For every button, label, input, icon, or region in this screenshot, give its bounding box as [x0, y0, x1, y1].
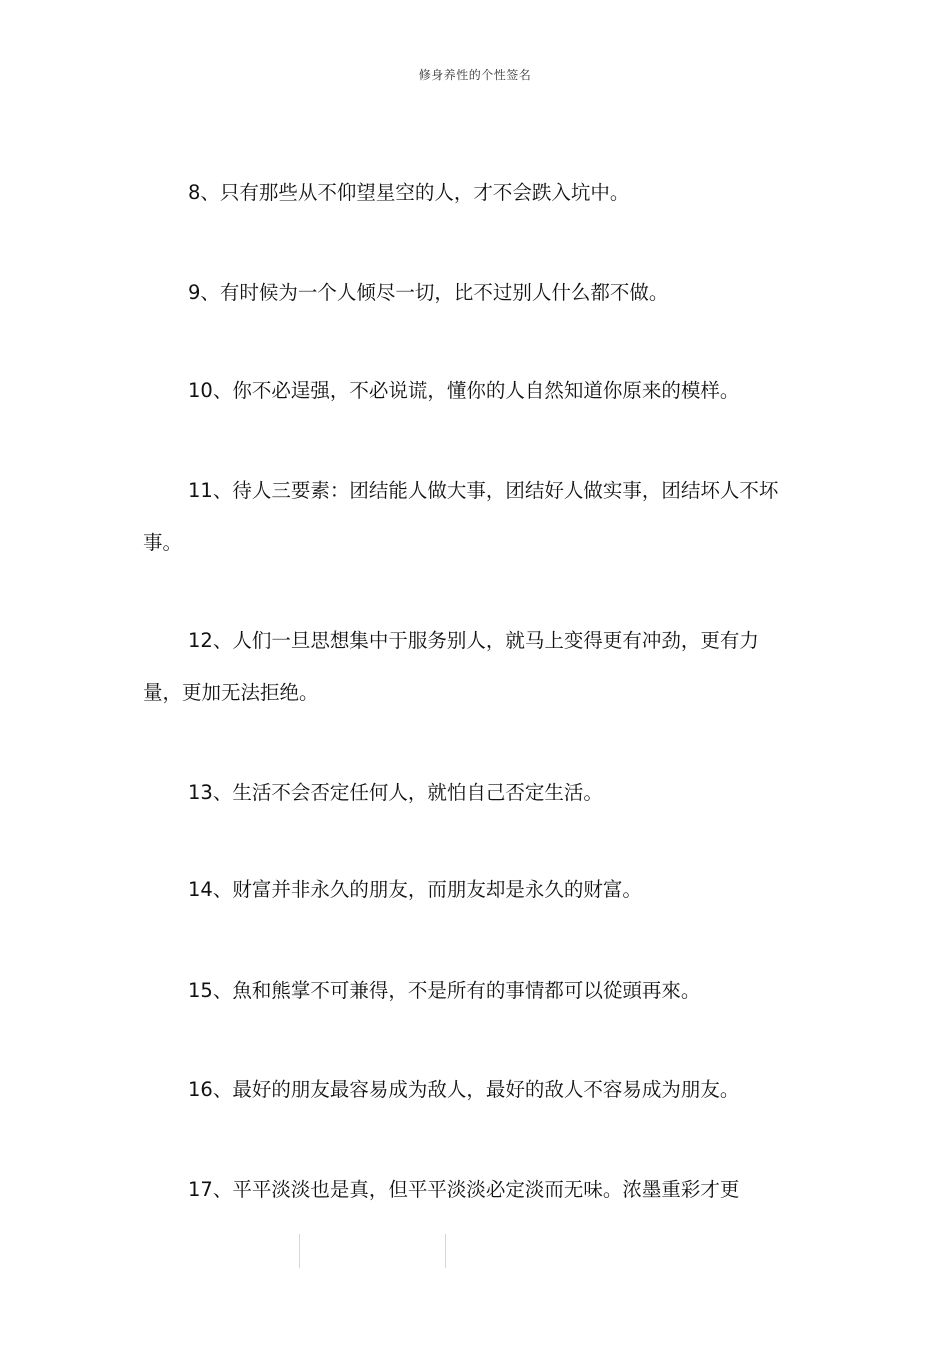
- signature-paragraph-11: 11、待人三要素：团结能人做大事，团结好人做实事，团结坏人不坏事。: [143, 479, 779, 554]
- signature-paragraph-9: 9、有时候为一个人倾尽一切，比不过别人什么都不做。: [188, 281, 669, 304]
- signature-paragraph-15: 15、魚和熊掌不可兼得，不是所有的事情都可以從頭再來。: [188, 979, 701, 1002]
- signature-paragraph-17: 17、平平淡淡也是真，但平平淡淡必定淡而无味。浓墨重彩才更: [188, 1178, 740, 1201]
- page-header-title: 修身养性的个性签名: [418, 68, 532, 82]
- signature-paragraph-13: 13、生活不会否定任何人，就怕自己否定生活。: [188, 781, 603, 804]
- footer-divider-left: [299, 1234, 300, 1268]
- signature-paragraph-12: 12、人们一旦思想集中于服务别人，就马上变得更有冲劲，更有力量，更加无法拒绝。: [143, 629, 759, 704]
- signature-paragraph-16: 16、最好的朋友最容易成为敌人，最好的敌人不容易成为朋友。: [188, 1078, 740, 1101]
- footer-divider-right: [445, 1234, 446, 1268]
- signature-paragraph-14: 14、财富并非永久的朋友，而朋友却是永久的财富。: [188, 878, 642, 901]
- signature-paragraph-10: 10、你不必逞强，不必说谎，懂你的人自然知道你原来的模样。: [188, 379, 740, 402]
- signature-paragraph-8: 8、只有那些从不仰望星空的人，才不会跌入坑中。: [188, 181, 630, 204]
